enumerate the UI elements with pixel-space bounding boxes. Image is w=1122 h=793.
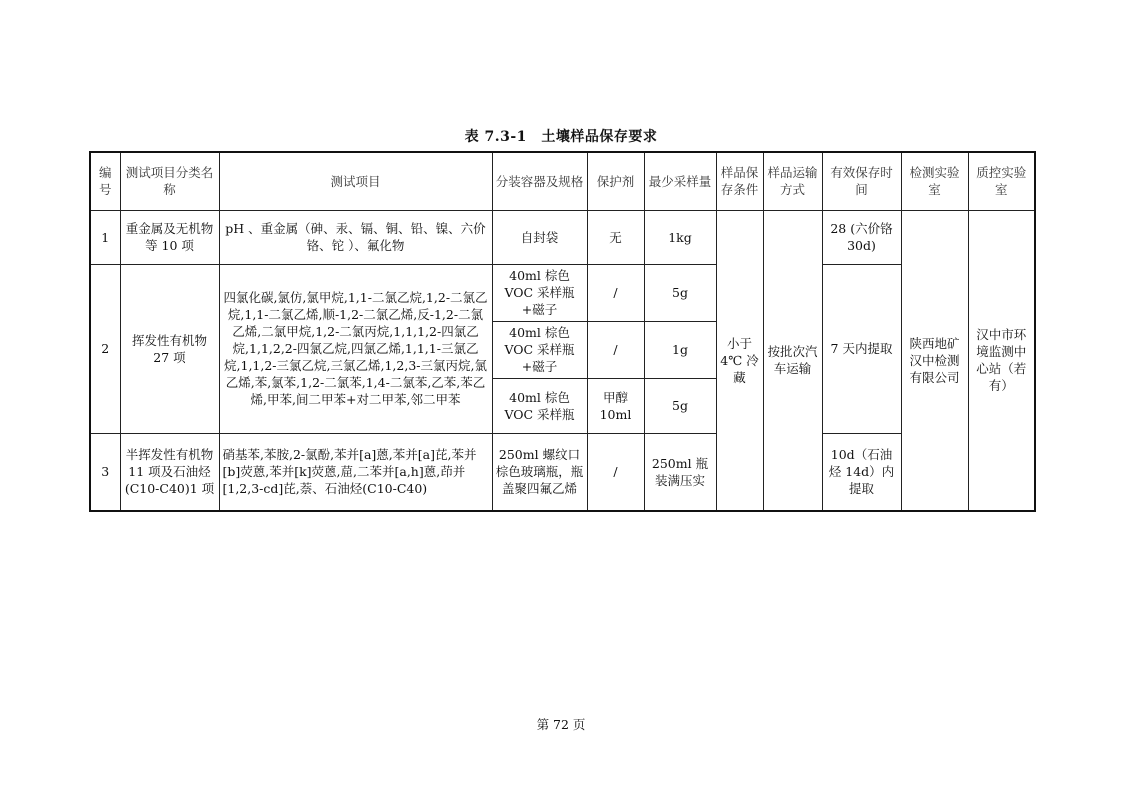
header-row	[90, 152, 1035, 210]
row-min-amount: 5g	[644, 378, 716, 433]
row-preservative: /	[587, 264, 644, 321]
table-title: 表 7.3-1 土壤样品保存要求	[464, 129, 658, 145]
header-transport: 样品运输方式	[763, 152, 822, 210]
header-min-amount: 最少采样量	[644, 152, 716, 210]
row-preservative: /	[587, 433, 644, 511]
row-items: 四氯化碳,氯仿,氯甲烷,1,1-二氯乙烷,1,2-二氯乙烷,1,1-二氯乙烯,顺-1,2-二氯乙烯,反-1,2-二氯乙烯,二氯甲烷,1,2-二氯丙烷,1,1,1,2-四氯乙烷,1,1,2,2-四氯乙烷,四氯乙烯,1,1,1-三氯乙烷,1,1,2-三氯乙烷,三氯乙烯,1,2,3-三氯丙烷,氯乙烯,苯,氯苯,1,2-二氯苯,1,4-二氯苯,乙苯,苯乙烯,甲苯,间二甲苯+对二甲苯,邻二甲苯	[219, 264, 492, 433]
row-category	[120, 433, 219, 511]
header-items: 测试项目	[219, 152, 492, 210]
row-min-amount: 5g	[644, 264, 716, 321]
row-holding-time: 10d（石油烃 14d）内提取	[822, 433, 901, 511]
table-row	[90, 264, 1035, 321]
row-no: 3	[90, 433, 120, 511]
row-container: 40ml 棕色 VOC 采样瓶 +磁子	[492, 264, 587, 321]
header-holding-time: 有效保存时间	[822, 152, 901, 210]
header-no: 编号	[90, 152, 120, 210]
row-category: 挥发性有机物 27 项	[120, 264, 219, 433]
header-qc-lab: 质控实验室	[968, 152, 1035, 210]
row-items: 硝基苯,苯胺,2-氯酚,苯并[a]蒽,苯并[a]芘,苯并[b]荧蒽,苯并[k]荧蒽,䓛,二苯并[a,h]蒽,茚并[1,2,3-cd]芘,萘、石油烃(C10-C40)	[219, 433, 492, 511]
header-lab: 检测实验室	[901, 152, 968, 210]
row-min-amount: 1kg	[644, 210, 716, 264]
header-storage: 样品保存条件	[716, 152, 763, 210]
row-items: pH 、重金属（砷、汞、镉、铜、铅、镍、六价铬、铊 ）、氟化物	[219, 210, 492, 264]
storage-condition: 小于 4℃ 冷藏	[716, 210, 763, 511]
row-category: 重金属及无机物等 10 项	[120, 210, 219, 264]
transport-method: 按批次汽车运输	[763, 210, 822, 511]
row-preservative: 无	[587, 210, 644, 264]
row-preservative: /	[587, 321, 644, 378]
header-preservative: 保护剂	[587, 152, 644, 210]
row-min-amount: 1g	[644, 321, 716, 378]
row-container: 250ml 螺纹口棕色玻璃瓶，瓶盖聚四氟乙烯	[492, 433, 587, 511]
table-row	[90, 210, 1035, 264]
soil-sample-table	[89, 151, 1036, 512]
page-number: 第 72 页	[536, 717, 586, 732]
row-no: 2	[90, 264, 120, 433]
row-category-line2: (C10-C40)1 项	[124, 481, 215, 497]
lab-name: 陕西地矿汉中检测有限公司	[901, 210, 968, 511]
row-no: 1	[90, 210, 120, 264]
row-preservative: 甲醇 10ml	[587, 378, 644, 433]
header-container: 分装容器及规格	[492, 152, 587, 210]
table-row	[90, 433, 1035, 511]
row-min-amount: 250ml 瓶装满压实	[644, 433, 716, 511]
row-holding-time: 28 (六价铬 30d)	[822, 210, 901, 264]
row-category-line1: 半挥发性有机物 11 项及石油烃	[125, 447, 214, 480]
qc-lab-name: 汉中市环境监测中心站（若有）	[968, 210, 1035, 511]
row-container: 40ml 棕色 VOC 采样瓶 +磁子	[492, 321, 587, 378]
row-holding-time: 7 天内提取	[822, 264, 901, 433]
header-category: 测试项目分类名称	[120, 152, 219, 210]
row-container: 自封袋	[492, 210, 587, 264]
row-container: 40ml 棕色 VOC 采样瓶	[492, 378, 587, 433]
